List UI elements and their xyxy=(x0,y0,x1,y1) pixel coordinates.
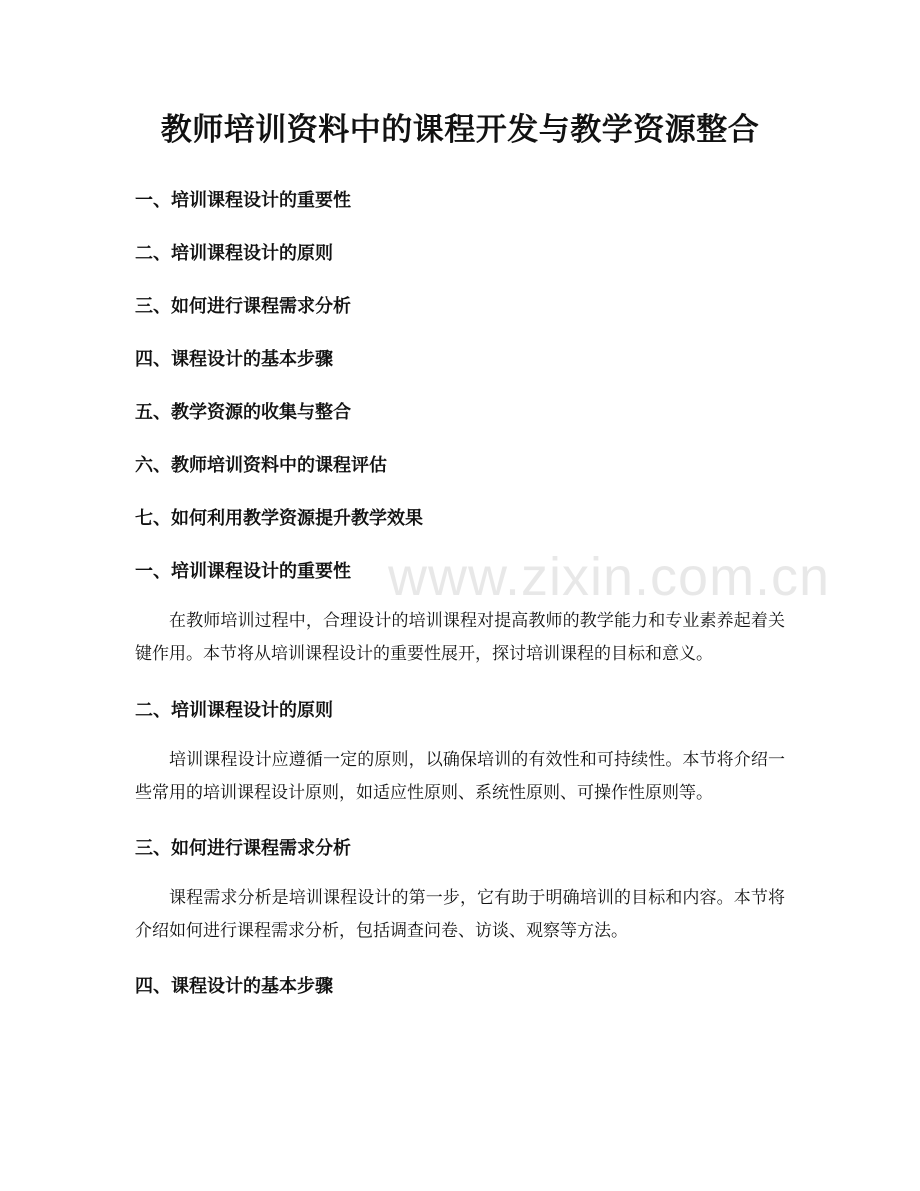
toc-item: 一、培训课程设计的重要性 xyxy=(135,190,351,211)
toc-item: 七、如何利用教学资源提升教学效果 xyxy=(135,508,423,529)
section-heading: 二、培训课程设计的原则 xyxy=(135,700,333,721)
toc-item: 五、教学资源的收集与整合 xyxy=(135,402,351,423)
toc-item: 三、如何进行课程需求分析 xyxy=(135,296,351,317)
toc-item: 六、教师培训资料中的课程评估 xyxy=(135,455,387,476)
toc-item: 四、课程设计的基本步骤 xyxy=(135,349,333,370)
section-heading: 一、培训课程设计的重要性 xyxy=(135,561,351,582)
section-heading: 三、如何进行课程需求分析 xyxy=(135,838,351,859)
section-heading: 四、课程设计的基本步骤 xyxy=(135,976,333,997)
section-paragraph: 培训课程设计应遵循一定的原则，以确保培训的有效性和可持续性。本节将介绍一些常用的培训课程设计原则，如适应性原则、系统性原则、可操作性原则等。 xyxy=(135,750,785,803)
watermark: www.zixin.com.cn xyxy=(388,547,831,607)
document-title: 教师培训资料中的课程开发与教学资源整合 xyxy=(160,112,760,148)
section-paragraph: 课程需求分析是培训课程设计的第一步，它有助于明确培训的目标和内容。本节将介绍如何进行课程需求分析，包括调查问卷、访谈、观察等方法。 xyxy=(135,888,785,941)
toc-item: 二、培训课程设计的原则 xyxy=(135,243,333,264)
section-paragraph: 在教师培训过程中，合理设计的培训课程对提高教师的教学能力和专业素养起着关键作用。本节将从培训课程设计的重要性展开，探讨培训课程的目标和意义。 xyxy=(135,611,785,664)
